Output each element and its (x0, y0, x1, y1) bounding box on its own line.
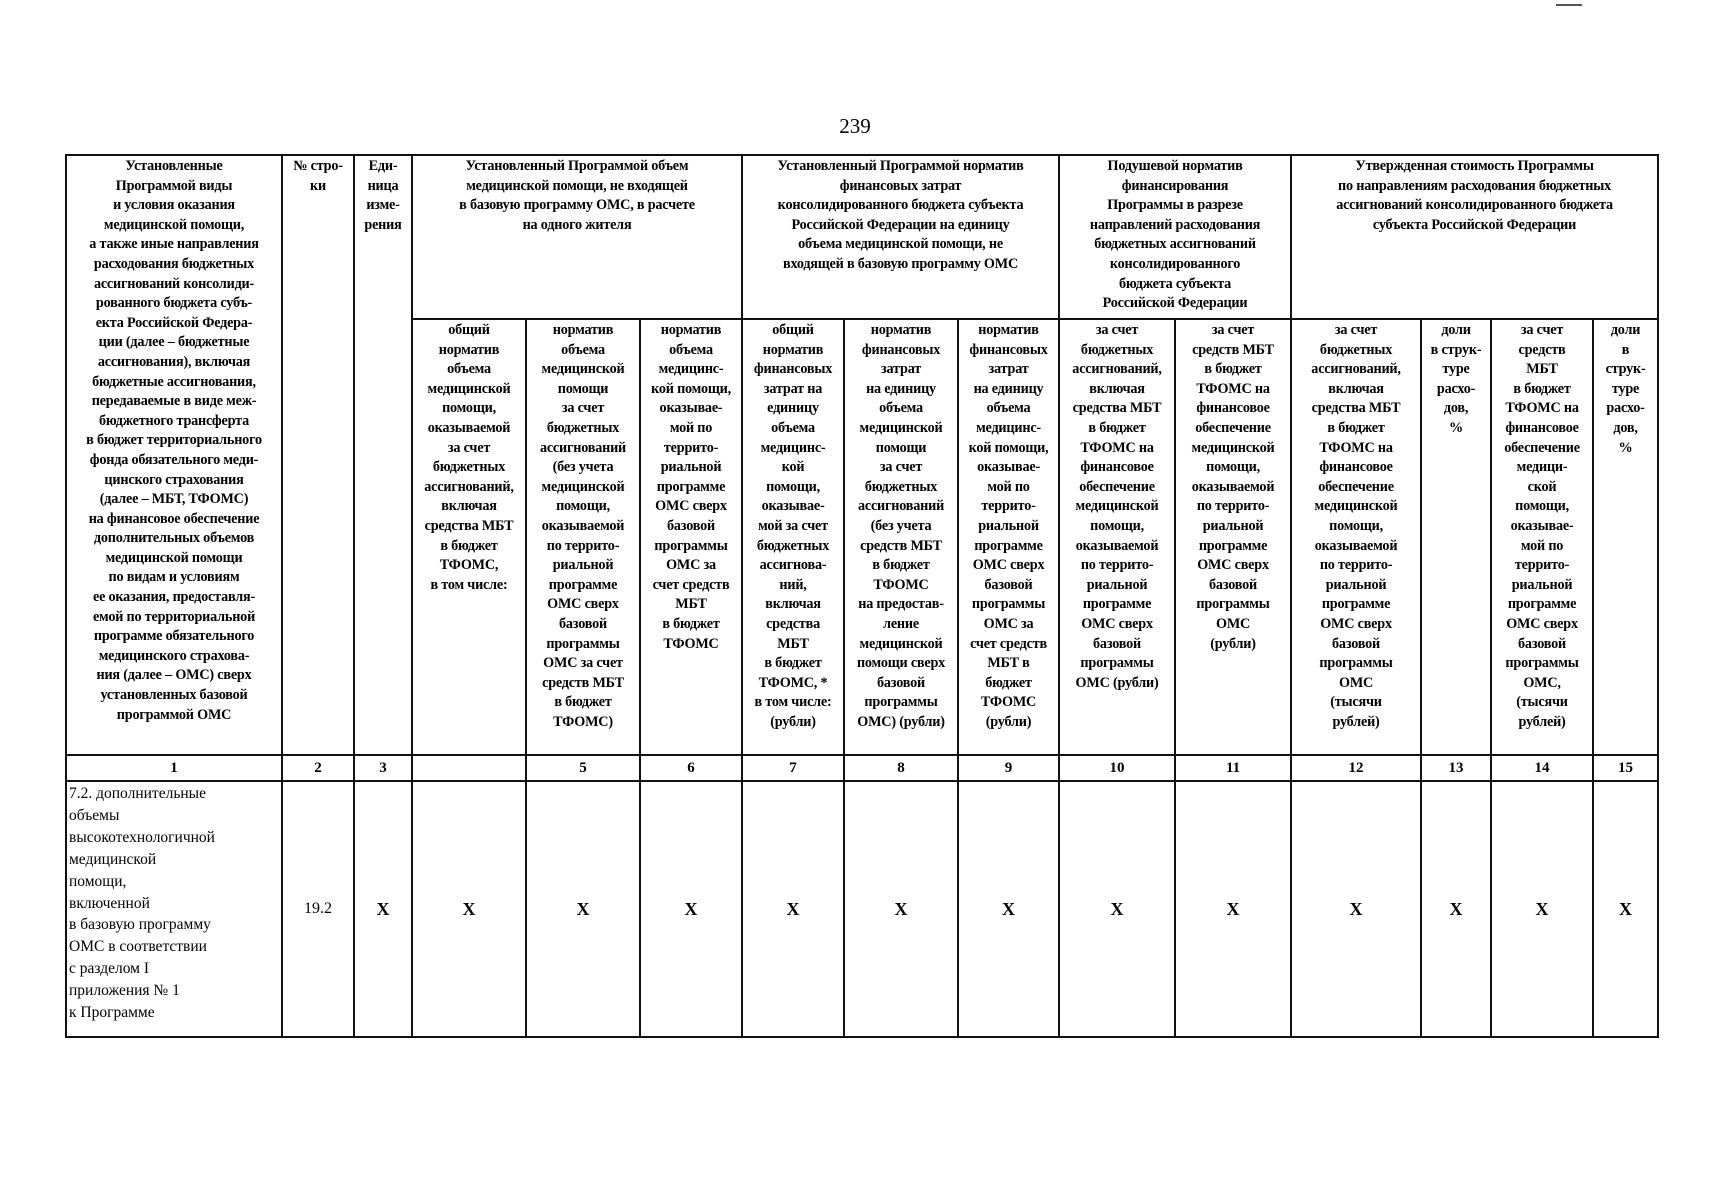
column-number-9: 9 (958, 755, 1059, 781)
header-group-per-capita: Подушевой норматив финансирования Программы в разрезе направлений расходования бюджетных ассигнований консолидированного бюджета субъекта Российской Федерации (1059, 155, 1291, 319)
column-number-15: 15 (1593, 755, 1658, 781)
header-row-groups (66, 155, 1658, 319)
row-value-8: X (844, 781, 958, 1037)
header-group-approved: Утвержденная стоимость Программы по направлениям расходования бюджетных ассигнований консолидированного бюджета субъекта Российской Федерации (1291, 155, 1658, 319)
page-number: 239 (839, 114, 871, 138)
column-number-2: 2 (282, 755, 354, 781)
header-group-volume: Установленный Программой объем медицинской помощи, не входящей в базовую программу ОМС, в расчете на одного жителя (412, 155, 742, 319)
header-col-14: за счет средств МБТ в бюджет ТФОМС на финансовое обеспечение медици- ской помощи, оказывае- мой по террито- риальной программе ОМС сверх базовой программы ОМС, (тысячи рублей) (1491, 319, 1593, 755)
row-value-14: X (1491, 781, 1593, 1037)
row-value-5: X (526, 781, 640, 1037)
budget-table (65, 154, 1659, 1038)
column-number-4 (412, 755, 526, 781)
header-col-6: норматив объема медицинс- кой помощи, оказывае- мой по террито- риальной программе ОМС сверх базовой программы ОМС за счет средств МБТ в бюджет ТФОМС (640, 319, 742, 755)
header-col-15: доли в струк- туре расхо- дов, % (1593, 319, 1658, 755)
row-label: 7.2. дополнительные объемы высокотехнологичной медицинской помощи, включенной в базовую программу ОМС в соответствии с разделом I приложения № 1 к Программе (66, 781, 282, 1037)
header-col-2: № стро- ки (282, 155, 354, 755)
column-number-3: 3 (354, 755, 412, 781)
column-number-1: 1 (66, 755, 282, 781)
row-value-4: X (412, 781, 526, 1037)
header-col-11: за счет средств МБТ в бюджет ТФОМС на финансовое обеспечение медицинской помощи, оказываемой по террито- риальной программе ОМС сверх базовой программы ОМС (рубли) (1175, 319, 1291, 755)
header-col-5: норматив объема медицинской помощи за счет бюджетных ассигнований (без учета медицинской помощи, оказываемой по террито- риальной программе ОМС сверх базовой программы ОМС за счет средств МБТ в бюджет ТФОМС) (526, 319, 640, 755)
row-value-10: X (1059, 781, 1175, 1037)
row-value-11: X (1175, 781, 1291, 1037)
header-col-1: Установленные Программой виды и условия оказания медицинской помощи, а также иные направления расходования бюджетных ассигнований консолиди- рованного бюджета субъ- екта Российской Федера- ции (далее – бюджетные ассигнования), включая бюджетные ассигнования, передаваемые в виде меж- бюджетного трансферта в бюджет территориального фонда обязательного меди- цинского страхования (далее – МБТ, ТФОМС) на финансовое обеспечение дополнительных объемов медицинской помощи по видам и условиям ее оказания, предоставля- емой по территориальной программе обязательного медицинского страхова- ния (далее – ОМС) сверх установленных базовой программой ОМС (66, 155, 282, 755)
header-col-3: Еди- ница изме- рения (354, 155, 412, 755)
column-number-8: 8 (844, 755, 958, 781)
row-value-6: X (640, 781, 742, 1037)
column-number-11: 11 (1175, 755, 1291, 781)
row-value-13: X (1421, 781, 1491, 1037)
header-col-9: норматив финансовых затрат на единицу объема медицинс- кой помощи, оказывае- мой по террито- риальной программе ОМС сверх базовой программы ОМС за счет средств МБТ в бюджет ТФОМС (рубли) (958, 319, 1059, 755)
row-value-9: X (958, 781, 1059, 1037)
header-col-7: общий норматив финансовых затрат на единицу объема медицинс- кой помощи, оказывае- мой за счет бюджетных ассигнова- ний, включая средства МБТ в бюджет ТФОМС, * в том числе: (рубли) (742, 319, 844, 755)
column-number-7: 7 (742, 755, 844, 781)
header-col-10: за счет бюджетных ассигнований, включая средства МБТ в бюджет ТФОМС на финансовое обеспечение медицинской помощи, оказываемой по террито- риальной программе ОМС сверх базовой программы ОМС (рубли) (1059, 319, 1175, 755)
column-number-14: 14 (1491, 755, 1593, 781)
header-col-12: за счет бюджетных ассигнований, включая средства МБТ в бюджет ТФОМС на финансовое обеспечение медицинской помощи, оказываемой по террито- риальной программе ОМС сверх базовой программы ОМС (тысячи рублей) (1291, 319, 1421, 755)
column-number-6: 6 (640, 755, 742, 781)
column-number-row (66, 755, 1658, 781)
header-col-8: норматив финансовых затрат на единицу объема медицинской помощи за счет бюджетных ассигнований (без учета средств МБТ в бюджет ТФОМС на предостав- ление медицинской помощи сверх базовой программы ОМС) (рубли) (844, 319, 958, 755)
row-unit: X (354, 781, 412, 1037)
header-col-13: доли в струк- туре расхо- дов, % (1421, 319, 1491, 755)
table-row (66, 781, 1658, 1037)
corner-mark (1556, 4, 1582, 6)
row-value-12: X (1291, 781, 1421, 1037)
header-col-4: общий норматив объема медицинской помощи, оказываемой за счет бюджетных ассигнований, включая средства МБТ в бюджет ТФОМС, в том числе: (412, 319, 526, 755)
row-value-7: X (742, 781, 844, 1037)
column-number-10: 10 (1059, 755, 1175, 781)
row-line-number: 19.2 (282, 781, 354, 1037)
column-number-12: 12 (1291, 755, 1421, 781)
header-group-cost: Установленный Программой норматив финансовых затрат консолидированного бюджета субъекта Российской Федерации на единицу объема медицинской помощи, не входящей в базовую программу ОМС (742, 155, 1059, 319)
column-number-5: 5 (526, 755, 640, 781)
row-value-15: X (1593, 781, 1658, 1037)
column-number-13: 13 (1421, 755, 1491, 781)
